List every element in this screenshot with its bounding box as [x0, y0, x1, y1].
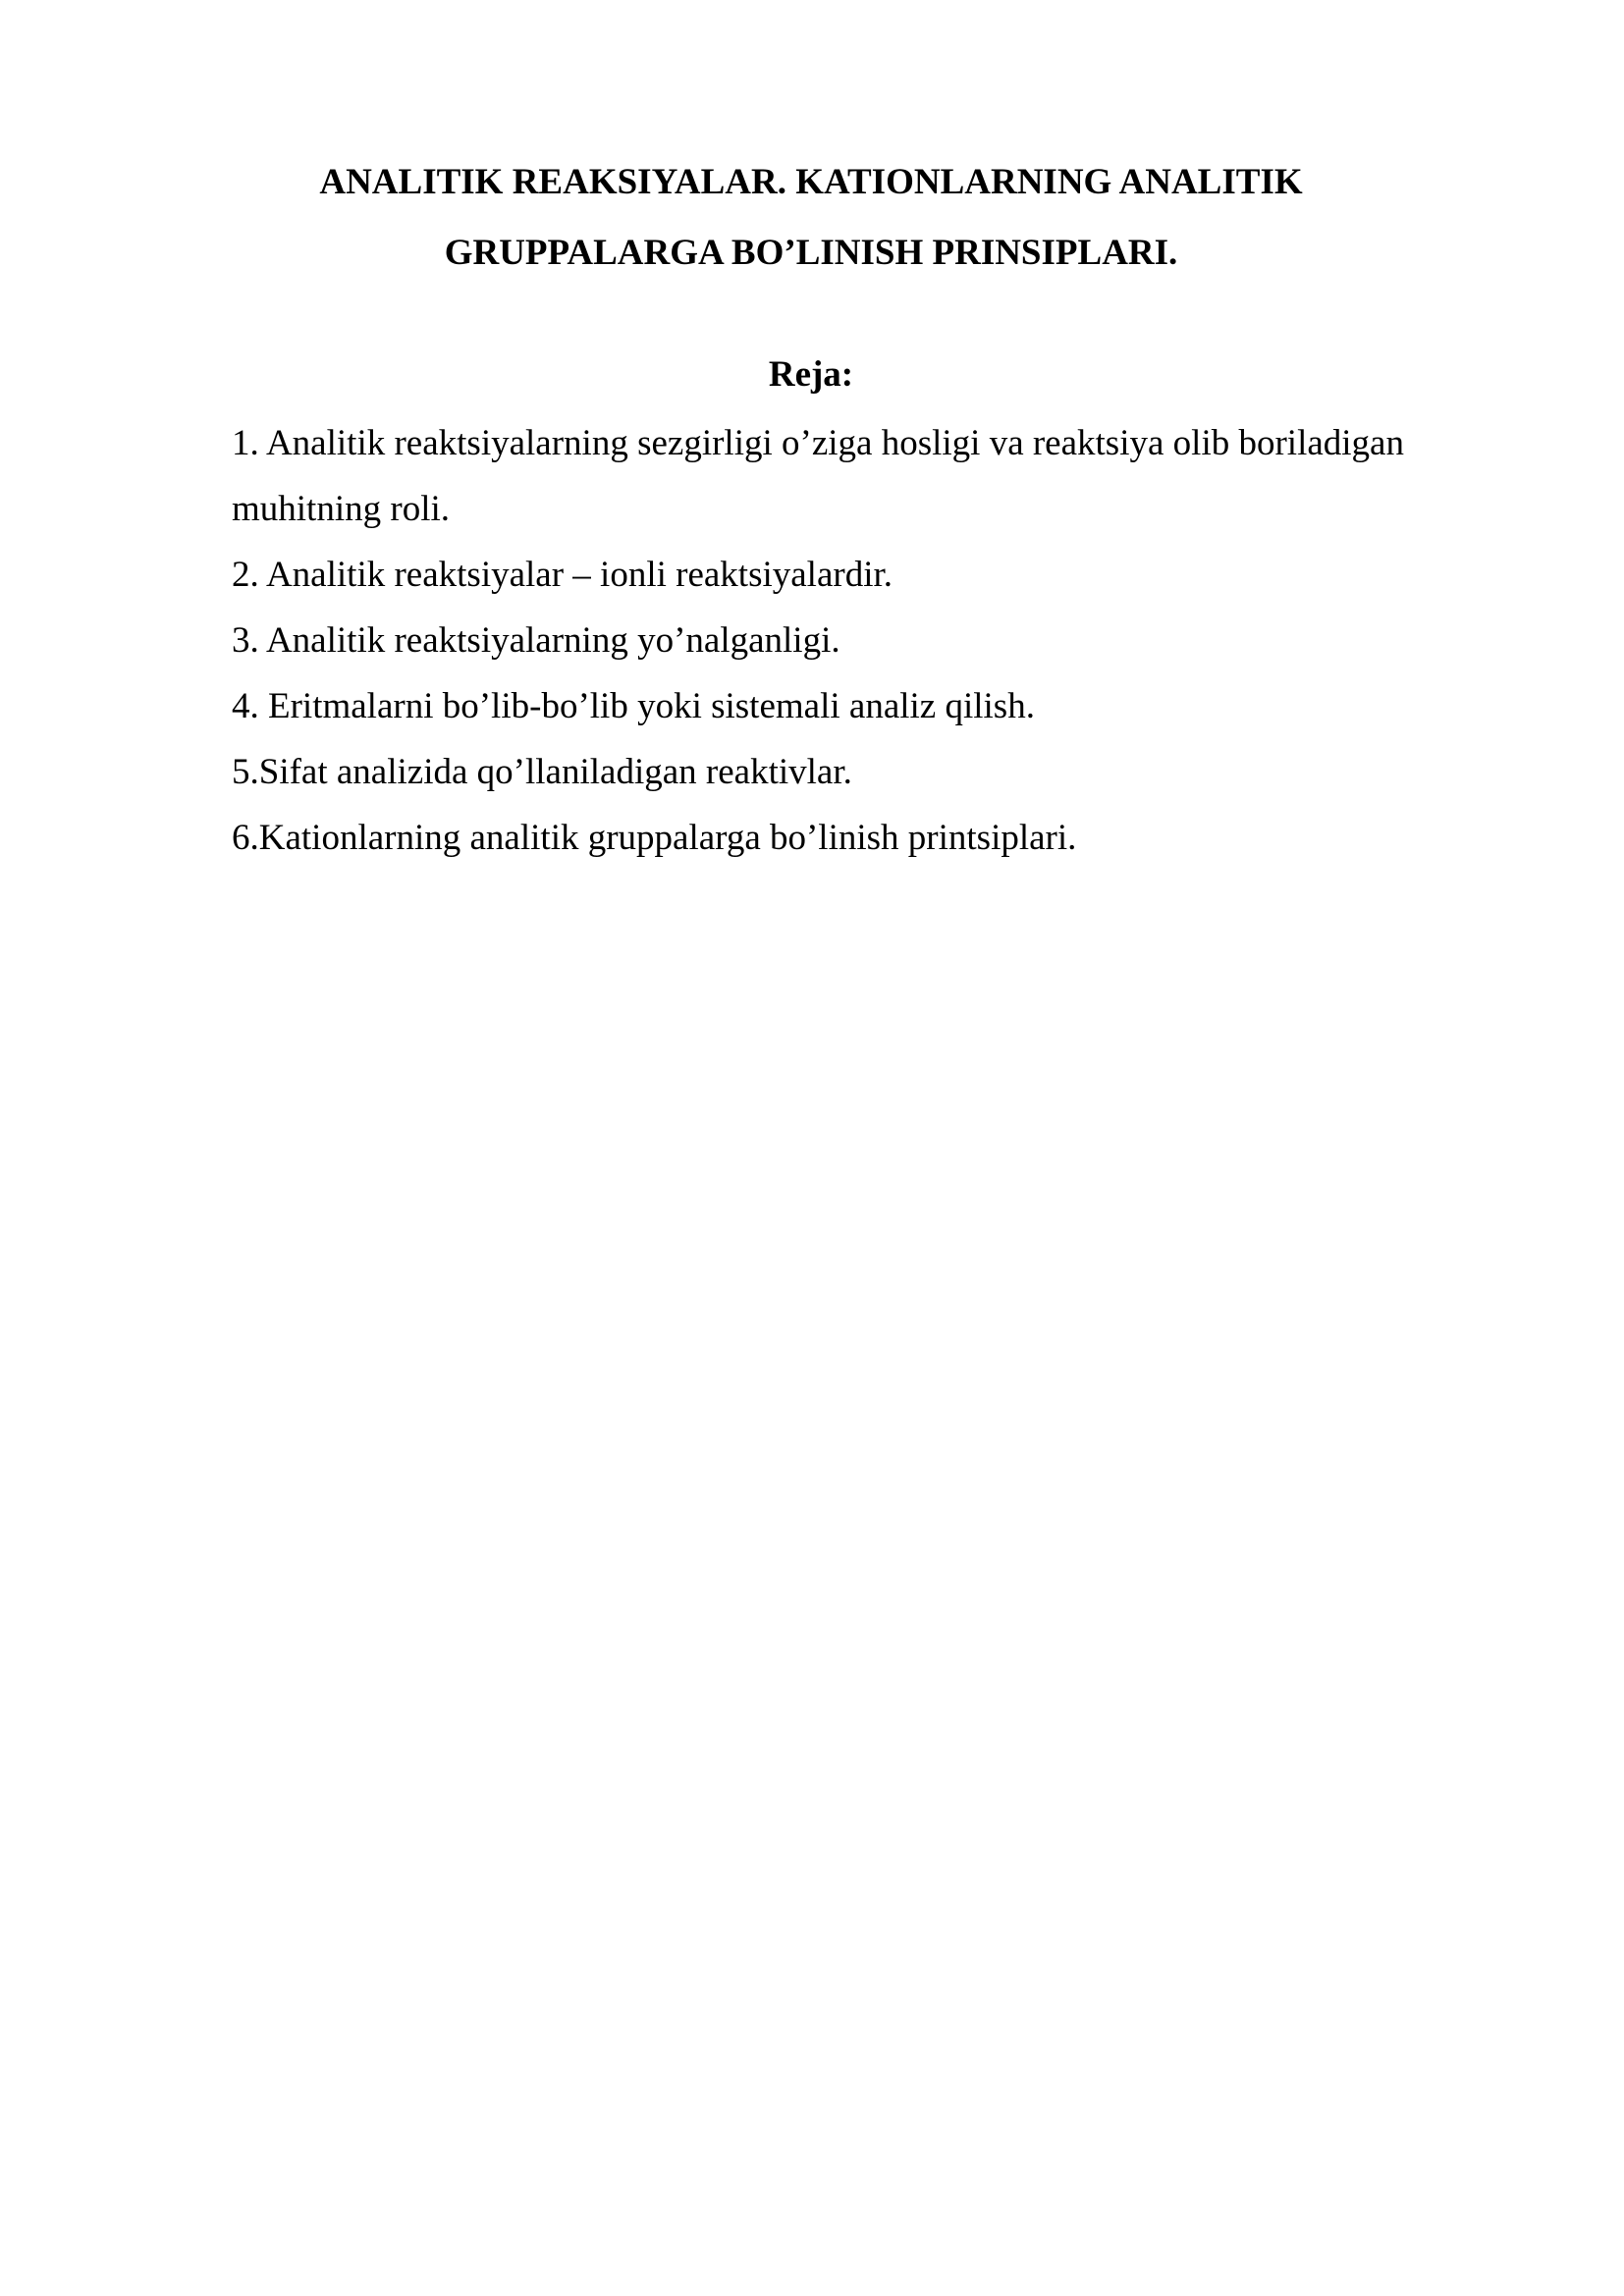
- plan-item-6: 6.Kationlarning analitik gruppalarga bo’linish printsiplari.: [232, 818, 1077, 858]
- plan-heading: Reja:: [768, 354, 854, 395]
- plan-item-1-continuation: muhitning roli.: [232, 489, 450, 529]
- plan-item-4: 4. Eritmalarni bo’lib-bo’lib yoki sistemali analiz qilish.: [232, 686, 1035, 726]
- plan-item-3: 3. Analitik reaktsiyalarning yo’nalganligi.: [232, 620, 840, 661]
- document-title: [232, 147, 1390, 289]
- title-line-1: ANALITIK REAKSIYALAR. KATIONLARNING ANALITIK: [319, 162, 1303, 202]
- plan-item-2: 2. Analitik reaktsiyalar – ionli reaktsiyalardir.: [232, 555, 893, 595]
- title-line-2: GRUPPALARGA BO’LINISH PRINSIPLARI.: [444, 233, 1178, 273]
- plan-item-5: 5.Sifat analizida qo’llaniladigan reaktivlar.: [232, 752, 852, 792]
- plan-list: [232, 410, 1489, 871]
- plan-item-1: 1. Analitik reaktsiyalarning sezgirligi o’ziga hosligi va reaktsiya olib boriladigan: [232, 423, 1404, 463]
